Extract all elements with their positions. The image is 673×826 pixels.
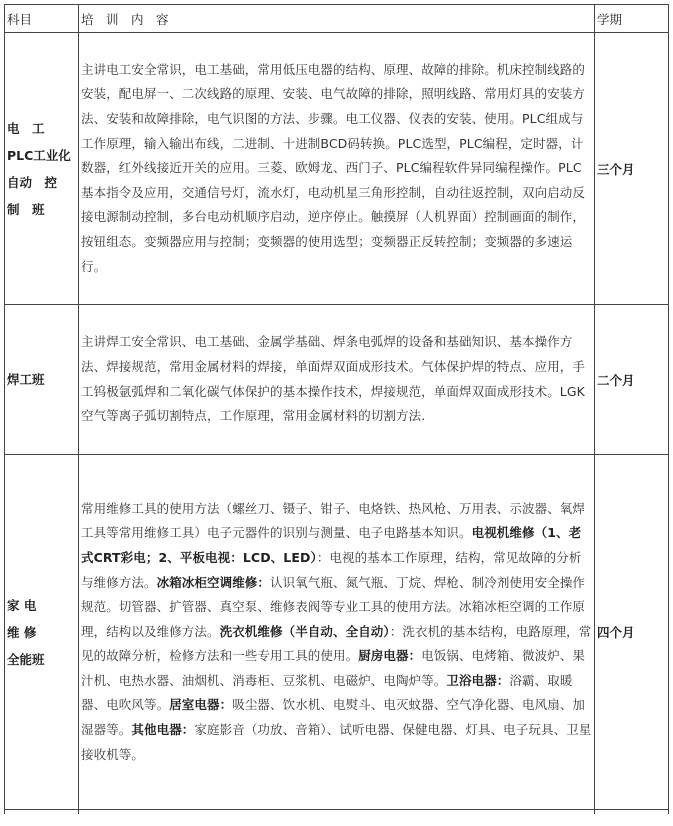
content-heading: 冰箱冰柜空调维修： (156, 574, 271, 590)
content-heading: 居室电器： (169, 697, 233, 713)
course-table (4, 4, 669, 814)
table-row-cutoff (5, 810, 669, 815)
course-subject-line: 维 修 (7, 624, 37, 640)
content-text: 认识氧气瓶、氮气瓶、丁烷、焊枪、制冷剂使用安全操作规范。切管器、扩管器、真空泵、维修表阀等专业工具的使用方法。冰箱冰柜空调的工作原理，结构以及维修方法。 (81, 574, 586, 639)
content-text: 常用维修工具的使用方法（螺丝刀、镊子、钳子、电烙铁、热风枪、万用表、示波器、氧焊工具等常用维修工具）电子元器件的识别与测量、电子电路基本知识。 (81, 500, 586, 541)
header-content: 培 训 内 容 (79, 5, 595, 33)
content-text: 电饭锅、电烤箱、微波炉、果汁机、电热水器、油烟机、消毒柜、豆浆机、电磁炉、电陶炉等。 (81, 648, 586, 688)
course-subject-line: 自动 控 (7, 174, 58, 190)
content-text: 主讲电工安全常识，电工基础，常用低压电器的结构、原理、故障的排除。机床控制线路的安装，配电屏一、二次线路的原理、安装、电气故障的排除，照明线路、常用灯具的安装方法、安装和故障排除，电气识图的方法、步骤。电工仪器、仪表的安装、使用。PLC组成与工作原理，输入输出布线，二进制、十进制BCD码转换。PLC选型，PLC编程，定时器，计数器，红外线接近开关的应用。三菱、欧姆龙、西门子、PLC编程软件异同编程操作。PLC基本指令及应用，交通信号灯，流水灯，电动机星三角形控制，自动往返控制，双向启动反接电源制动控制，多台电动机顺序启动，逆序停止。触摸屏（人机界面）控制画面的制作，按钮组态。变频器应用与控制；变频器的使用选型；变频器正反转控制；变频器的多速运行。 (81, 61, 586, 274)
course-subject-line: 家 电 (7, 597, 37, 613)
course-content (79, 455, 595, 810)
course-content (79, 33, 595, 305)
table-row (5, 455, 669, 810)
content-heading: 洗衣机维修（半自动、全自动） (219, 623, 390, 639)
course-period: 四个月 (595, 455, 669, 810)
course-subject-line: 电 工 (7, 120, 45, 136)
content-text: 吸尘器、饮水机、电熨斗、电灭蚊器、空气净化器、电风扇、加湿器等。 (81, 697, 586, 738)
content-text: ：洗衣机的基本结构，电路原理，常见的故障分析，检修方法和一些专用工具的使用。 (81, 623, 592, 664)
course-subject (5, 33, 79, 305)
course-content (79, 305, 595, 455)
course-period: 三个月 (595, 33, 669, 305)
course-subject (5, 455, 79, 810)
course-subject-line: PLC工业化 (7, 147, 71, 163)
content-heading: 卫浴电器： (446, 672, 510, 688)
table-row (5, 33, 669, 305)
table-row (5, 305, 669, 455)
course-subject-line: 全能班 (7, 651, 45, 667)
course-period: 二个月 (595, 305, 669, 455)
course-subject-line: 制 班 (7, 201, 45, 217)
content-text: ：电视的基本工作原理，结构，常见故障的分析与维修方法。 (81, 549, 582, 590)
course-subject-line: 焊工班 (7, 372, 45, 387)
header-period: 学期 (595, 5, 669, 33)
content-text: 浴霸、取暖器、电吹风等。 (81, 672, 573, 713)
course-subject (5, 305, 79, 455)
empty-cell (5, 810, 79, 815)
empty-cell (79, 810, 595, 815)
content-heading: 电视机维修（1、老式CRT彩电；2、平板电视：LCD、LED） (81, 525, 582, 565)
content-text: 家庭影音（功放、音箱）、试听电器、保健电器、灯具、电子玩具、卫星接收机等。 (81, 722, 592, 762)
header-row (5, 5, 669, 33)
empty-cell (595, 810, 669, 815)
content-text: 主讲焊工安全常识、电工基础、金属学基础、焊条电弧焊的设备和基础知识、基本操作方法、焊接规范，常用金属材料的焊接，单面焊双面成形技术。气体保护焊的特点、应用，手工钨极氩弧焊和二氧化碳气体保护的基本操作技术，焊接规范，单面焊双面成形技术。LGK空气等离子弧切割特点，工作原理，常用金属材料的切割方法. (81, 334, 586, 424)
content-heading: 厨房电器： (358, 648, 422, 664)
content-heading: 其他电器： (131, 722, 195, 738)
header-subject: 科目 (5, 5, 79, 33)
